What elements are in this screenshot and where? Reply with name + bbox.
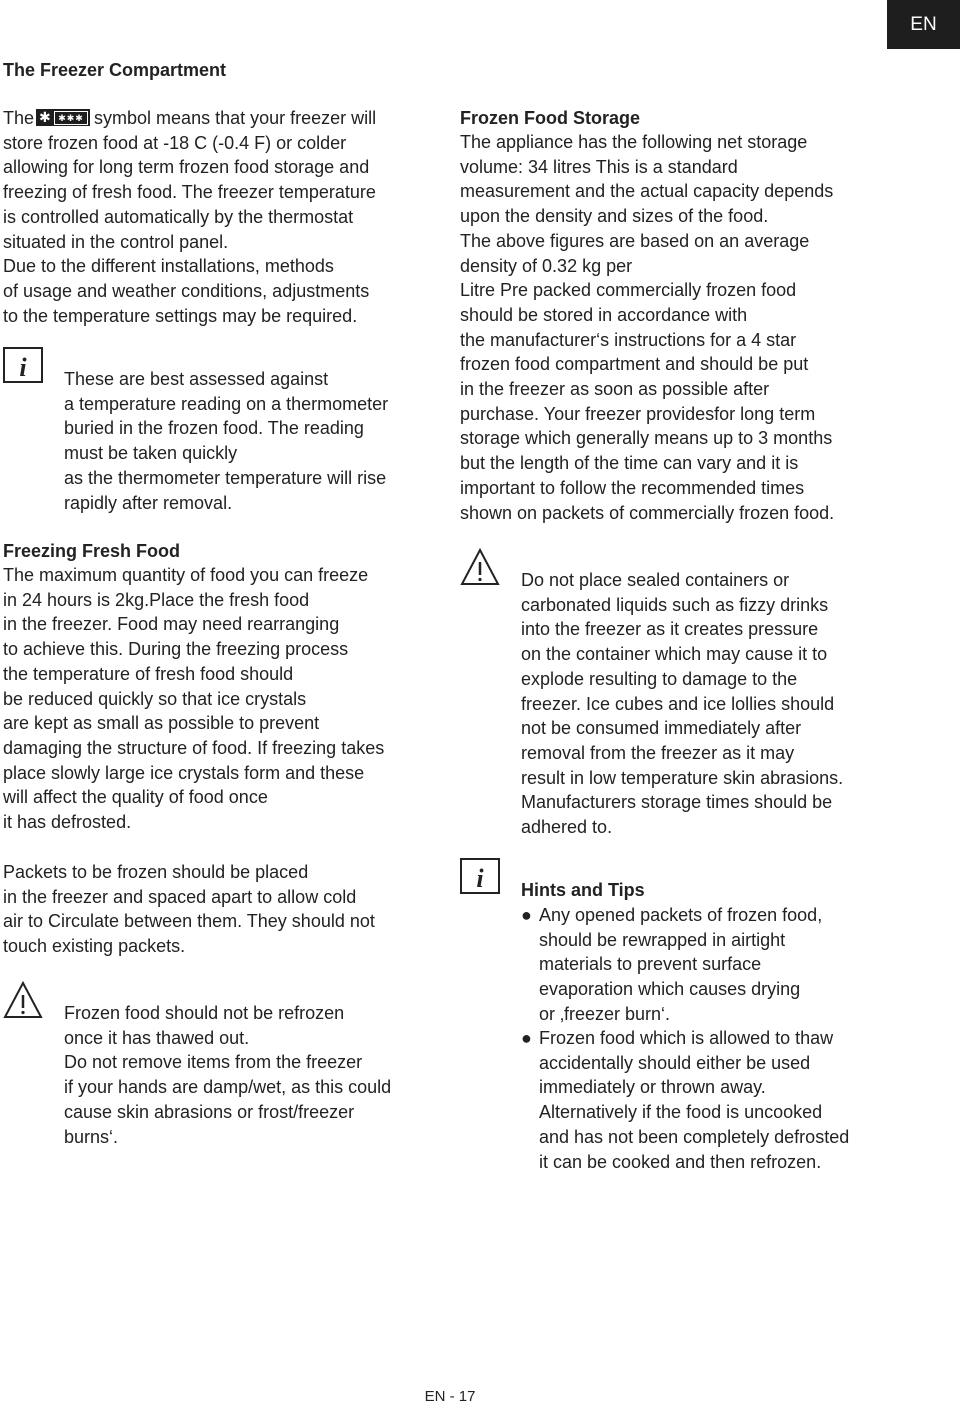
storage-line: frozen food compartment and should be put [460, 354, 809, 375]
freezing-section [3, 539, 384, 835]
svg-text:i: i [19, 353, 27, 382]
freezing-line: place slowly large ice crystals form and these [3, 762, 365, 783]
warning-icon [460, 548, 500, 588]
warning-line: freezer. Ice cubes and ice lollies should [521, 693, 835, 714]
warning-line: if your hands are damp/wet, as this could [64, 1077, 392, 1098]
tip-text [539, 1026, 849, 1174]
intro-line [3, 106, 376, 131]
warning-line: Frozen food should not be refrozen [64, 1003, 345, 1023]
warning-line: not be consumed immediately after [521, 718, 802, 739]
info-note-line: rapidly after removal. [64, 492, 233, 513]
info-icon [460, 858, 500, 898]
warning-line: removal from the freezer as it may [521, 742, 795, 763]
freezing-line: The maximum quantity of food you can freeze [3, 565, 369, 585]
packets-paragraph [3, 860, 375, 959]
section-heading-hints-and-tips: Hints and Tips [521, 880, 645, 900]
intro-text: situated in the control panel. [3, 231, 229, 252]
tip-line: materials to prevent surface [539, 954, 762, 975]
four-star-freezer-icon [36, 109, 90, 126]
warning-line: explode resulting to damage to the [521, 668, 798, 689]
storage-line: The appliance has the following net storage [460, 132, 808, 152]
freezing-line: in the freezer. Food may need rearranging [3, 614, 340, 635]
storage-line: the manufacturer‘s instructions for a 4 star [460, 329, 797, 350]
storage-line: in the freezer as soon as possible after [460, 379, 770, 400]
tip-line: or ‚freezer burn‘. [539, 1003, 671, 1024]
storage-line: Litre Pre packed commercially frozen food [460, 280, 797, 301]
section-heading-freezing-fresh-food: Freezing Fresh Food [3, 541, 181, 561]
sealed-containers-warning [521, 568, 843, 840]
storage-line: shown on packets of commercially frozen food. [460, 502, 835, 523]
bullet-icon: ● [521, 1028, 532, 1048]
warning-line: Manufacturers storage times should be [521, 792, 833, 813]
freezing-line: the temperature of fresh food should [3, 663, 294, 684]
info-note-line: These are best assessed against [64, 369, 329, 389]
warning-line: result in low temperature skin abrasions. [521, 767, 844, 788]
warning-line: burns‘. [64, 1126, 119, 1147]
info-note-line: as the thermometer temperature will rise [64, 467, 387, 488]
info-note-line: a temperature reading on a thermometer [64, 393, 389, 414]
svg-text:i: i [476, 864, 484, 893]
storage-line: should be stored in accordance with [460, 304, 748, 325]
packets-line: air to Circulate between them. They should not [3, 911, 375, 932]
tip-line: immediately or thrown away. [539, 1077, 766, 1098]
intro-text: store frozen food at -18 C (-0.4 F) or colder [3, 132, 347, 153]
warning-line: into the freezer as it creates pressure [521, 619, 819, 640]
tip-line: accidentally should either be used [539, 1052, 811, 1073]
warning-line: cause skin abrasions or frost/freezer [64, 1101, 355, 1122]
warning-line: adhered to. [521, 817, 613, 838]
storage-line: but the length of the time can vary and it is [460, 453, 799, 474]
section-heading-frozen-food-storage: Frozen Food Storage [460, 108, 640, 128]
info-note [64, 367, 388, 515]
intro-paragraph [3, 106, 376, 328]
intro-prefix: The [3, 108, 35, 128]
section-title-freezer-compartment: The Freezer Compartment [3, 60, 227, 80]
packets-line: Packets to be frozen should be placed [3, 862, 309, 882]
freezing-line: are kept as small as possible to prevent [3, 713, 320, 734]
intro-text: of usage and weather conditions, adjustments [3, 280, 370, 301]
packets-line: touch existing packets. [3, 936, 186, 957]
tip-text [539, 903, 822, 1027]
storage-line: measurement and the actual capacity depends [460, 181, 834, 202]
tip-line: Alternatively if the food is uncooked [539, 1102, 823, 1123]
storage-line: important to follow the recommended times [460, 477, 805, 498]
freezing-line: in 24 hours is 2kg.Place the fresh food [3, 589, 310, 610]
info-note-line: must be taken quickly [64, 443, 238, 464]
intro-text: symbol means that your freezer will [94, 108, 377, 128]
freezing-line: will affect the quality of food once [3, 787, 268, 808]
intro-text: Due to the different installations, methods [3, 256, 334, 277]
warning-line: on the container which may cause it to [521, 644, 828, 665]
snowflake-icon: ✱ [39, 109, 51, 125]
tip-line: it can be cooked and then refrozen. [539, 1151, 822, 1172]
tip-line: and has not been completely defrosted [539, 1126, 850, 1147]
warning-line: carbonated liquids such as fizzy drinks [521, 594, 829, 615]
storage-line: density of 0.32 kg per [460, 255, 633, 276]
tip-line: Frozen food which is allowed to thaw [539, 1028, 834, 1048]
tip-line: evaporation which causes drying [539, 979, 801, 1000]
intro-text: to the temperature settings may be required. [3, 305, 358, 326]
language-badge: EN [887, 0, 960, 49]
warning-line: Do not place sealed containers or [521, 570, 790, 590]
storage-line: storage which generally means up to 3 months [460, 428, 833, 449]
bullet-icon: ● [521, 905, 532, 925]
storage-line: The above figures are based on an average [460, 230, 810, 251]
page-number: EN - 17 [424, 1388, 476, 1405]
freezing-line: to achieve this. During the freezing process [3, 639, 349, 660]
intro-text: is controlled automatically by the thermostat [3, 206, 354, 227]
warning-icon [3, 981, 43, 1021]
info-note-line: buried in the frozen food. The reading [64, 418, 364, 439]
refreeze-warning [64, 1001, 391, 1149]
freezing-line: damaging the structure of food. If freezing takes [3, 737, 385, 758]
hints-heading-block [521, 878, 645, 902]
intro-text: allowing for long term frozen food storage and [3, 157, 370, 178]
star-rating-icon: ✱✱✱ [54, 111, 88, 125]
storage-line: purchase. Your freezer providesfor long term [460, 403, 816, 424]
tip-line: should be rewrapped in airtight [539, 929, 786, 950]
intro-text: freezing of fresh food. The freezer temperature [3, 182, 376, 203]
storage-line: upon the density and sizes of the food. [460, 206, 769, 227]
freezing-line: it has defrosted. [3, 812, 132, 833]
storage-line: volume: 34 litres This is a standard [460, 156, 738, 177]
info-icon [3, 347, 43, 387]
warning-line: once it has thawed out. [64, 1027, 250, 1048]
warning-line: Do not remove items from the freezer [64, 1052, 363, 1073]
storage-section [460, 106, 834, 525]
tip-line: Any opened packets of frozen food, [539, 905, 823, 925]
freezing-line: be reduced quickly so that ice crystals [3, 688, 307, 709]
packets-line: in the freezer and spaced apart to allow cold [3, 886, 357, 907]
